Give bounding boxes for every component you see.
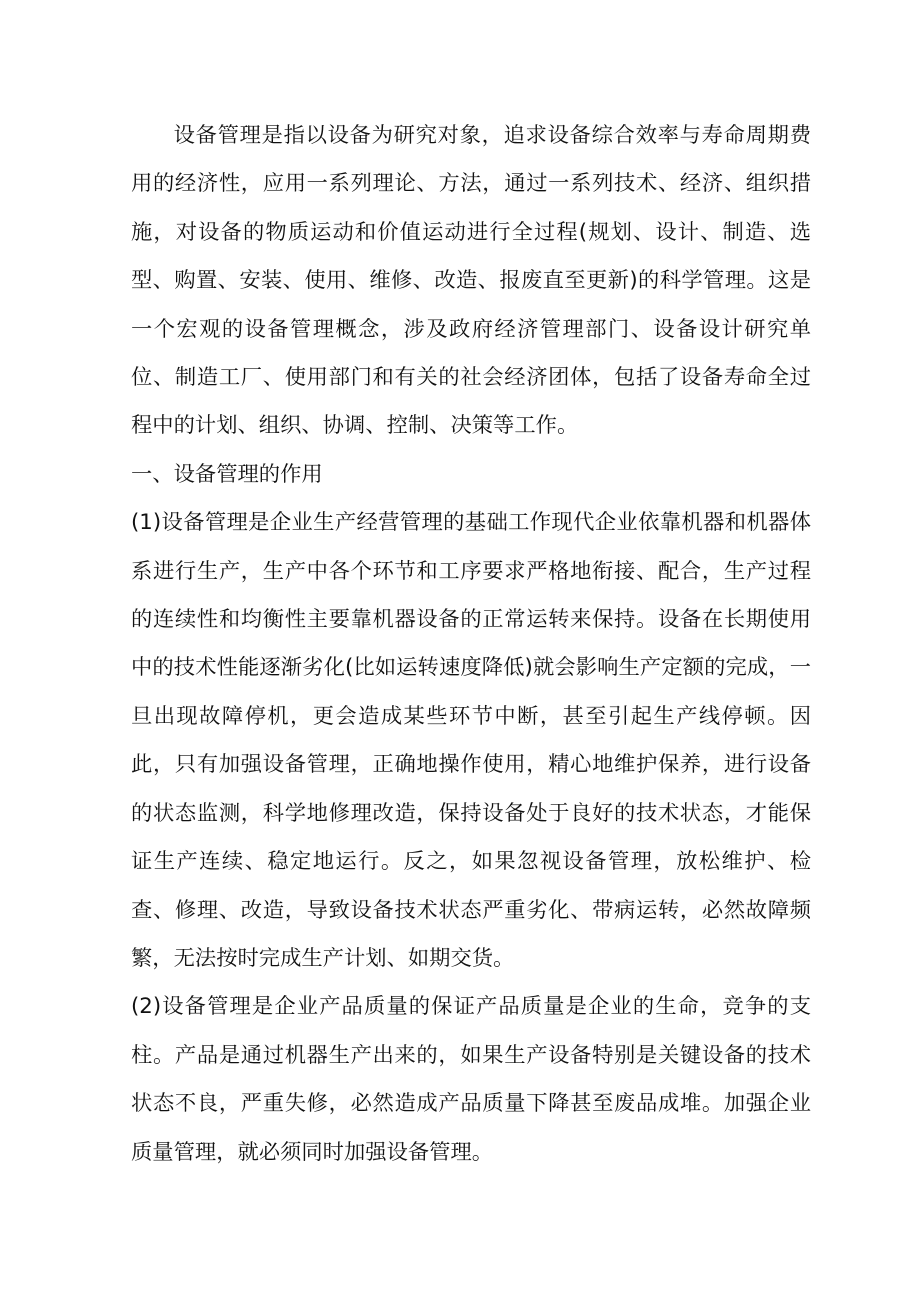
section-heading: 一、设备管理的作用 [131,461,323,487]
paragraph-item-2: (2)设备管理是企业产品质量的保证产品质量是企业的生命，竞争的支柱。产品是通过机器生产出来的，如果生产设备特别是关键设备的技术状态不良，严重失修，必然造成产品质量下降甚至废品成堆。加强企业质量管理，就必须同时加强设备管理。 [131,994,811,1165]
paragraph-intro: 设备管理是指以设备为研究对象，追求设备综合效率与寿命周期费用的经济性，应用一系列理论、方法，通过一系列技术、经济、组织措施，对设备的物质运动和价值运动进行全过程(规划、设计、制造、选型、购置、安装、使用、维修、改造、报废直至更新)的科学管理。这是一个宏观的设备管理概念，涉及政府经济管理部门、设备设计研究单位、制造工厂、使用部门和有关的社会经济团体，包括了设备寿命全过程中的计划、组织、协调、控制、决策等工作。 [131,123,811,439]
paragraph-item-1: (1)设备管理是企业生产经营管理的基础工作现代企业依靠机器和机器体系进行生产，生产中各个环节和工序要求严格地衔接、配合，生产过程的连续性和均衡性主要靠机器设备的正常运转来保持。设备在长期使用中的技术性能逐渐劣化(比如运转速度降低)就会影响生产定额的完成，一旦出现故障停机，更会造成某些环节中断，甚至引起生产线停顿。因此，只有加强设备管理，正确地操作使用，精心地维护保养，进行设备的状态监测，科学地修理改造，保持设备处于良好的技术状态，才能保证生产连续、稳定地运行。反之，如果忽视设备管理，放松维护、检查、修理、改造，导致设备技术状态严重劣化、带病运转，必然故障频繁，无法按时完成生产计划、如期交货。 [131,510,811,971]
document-body [131,112,811,1177]
